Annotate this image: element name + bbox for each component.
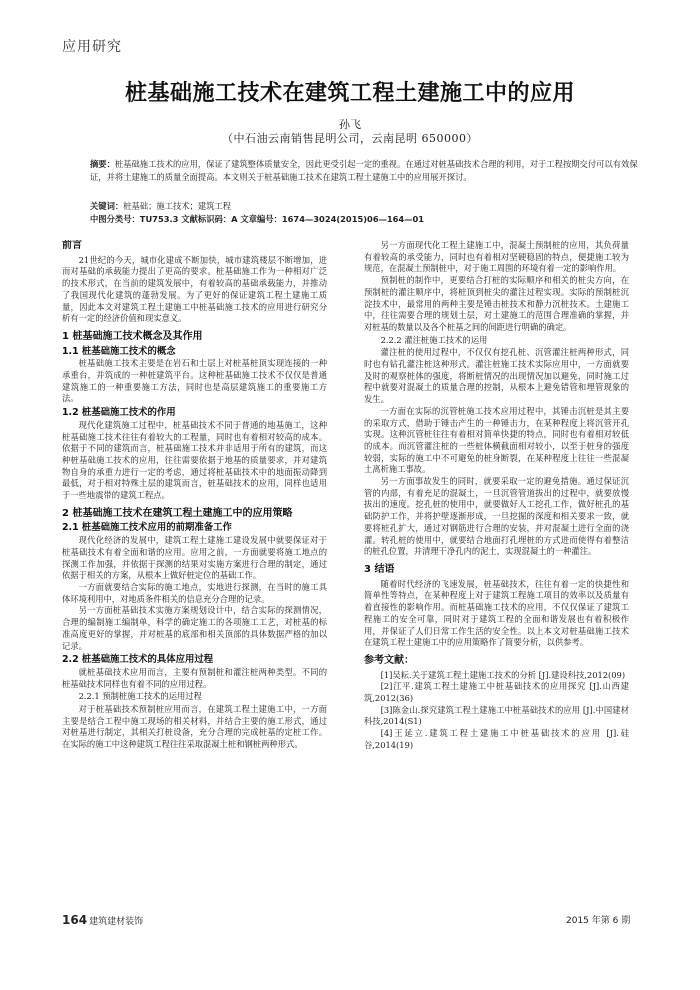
heading-2-2-1: 2.2.1 预制桩施工技术的运用过程 (78, 691, 202, 702)
heading-2-1: 2.1 桩基础施工技术应用的前期准备工作 (62, 522, 232, 534)
author-affiliation: （中石油云南销售昆明公司，云南昆明 650000） (222, 132, 478, 145)
heading-2-2-2: 2.2.2 灌注桩施工技术的运用 (380, 334, 488, 345)
heading-section-2: 2 桩基础施工技术在建筑工程土建施工中的应用策略 (62, 507, 293, 519)
paragraph-2-2: 就桩基础技术应用而言，主要有预制桩和灌注桩两种类型。不同的桩基础技术同样也有着不同的应用过程。 (62, 666, 327, 689)
right-column (364, 240, 629, 872)
heading-section-1: 1 桩基础施工技术概念及其作用 (62, 330, 203, 342)
paragraph-2-1c: 另一方面桩基础技术实施方案规划设计中，结合实际的探测情况，合理的编制施工编制单，科学的确定施工的各项施工工艺，对桩基的标准高度更好的掌握，并对桩基的底部和相关顶部的具体数据严格的加以记录。 (62, 605, 327, 651)
section-label: 应用研究 (62, 39, 122, 55)
classification-text: 中图分类号：TU753.3 文献标识码：A 文章编号：1674—3024(2015)06—164—01 (90, 214, 425, 224)
paragraph-2-2-2c: 另一方面事故发生的同时，就要采取一定的避免措施。通过保证沉管的内部，有着充足的混凝土，一旦沉管管道拔出的过程中，就要放慢拔出的速度。挖孔桩的使用中，就要做好人工挖孔工作，做好桩孔的基础防护工作，并将护壁逐渐形成，一旦挖掘的深度和相关要求一致，就要将桩孔扩大，通过对钢筋进行合理的安装，并对混凝土进行全面的浇灌。转孔桩的使用中，就要结合地面打孔埋桩的方式进而使得有着整洁的桩孔位置，并清理干净孔内的泥土，实现混凝土的一种灌注。 (364, 476, 629, 557)
paragraph-2-2-1b: 另一方面现代化工程土建施工中，混凝土预制桩的应用，其负荷量有着较高的承受能力，同时也有着相对坚硬稳固的特点，便捷施工较为规范，在混凝土预制桩中，对于施工周围的环境有着一定的影响作用。 (364, 240, 629, 274)
keywords-label: 关键词： (90, 201, 124, 211)
heading-intro: 前言 (62, 240, 82, 251)
classification-line (90, 213, 642, 226)
abstract (90, 158, 642, 183)
keywords-text: 桩基础；施工技术；建筑工程 (123, 201, 232, 211)
paragraph-conclusion: 随着时代经济的飞速发展，桩基础技术，往往有着一定的快捷性和简单性等特点，在某种程度上对于建筑工程施工项目的效率以及质量有着直接性的影响作用。而桩基础施工技术的应用，不仅仅保证了建筑工程施工的安全可靠，同时对于建筑工程的全面和谐发展也有着积极作用，并保证了人们日常工作生活的安全性。以上本文对桩基础施工技术在建筑工程土建施工中的应用策略作了简要分析，以供参考。 (364, 578, 629, 648)
abstract-label: 摘要： (90, 159, 115, 169)
journal-name: 建筑建材装饰 (89, 917, 144, 927)
paragraph-2-2-2a: 灌注桩的使用过程中，不仅仅有挖孔桩、沉管灌注桩两种形式，同时也有钻孔灌注桩这种形式。灌注桩施工技术实际应用中，一方面就要及时的观察桩体的强度，将断桩情况的出现情况加以避免，同时施工过程中就要对混凝土的质量合理的控制，从根本上避免错管和埋管现象的发生。 (364, 347, 629, 405)
reference-item: [2]江平.建筑工程土建施工中桩基础技术的应用探究 [J].山西建筑,2012(36) (364, 681, 629, 704)
paragraph-2-1b: 一方面就要结合实际的施工地点，实地进行探测，在当时的施工具体环境利用中，对地质条件相关的信息充分合理的记录。 (62, 581, 327, 604)
heading-references: 参考文献： (364, 654, 414, 666)
paragraph-2-1a: 现代化经济的发展中，建筑工程土建施工建设发展中就要保证对于桩基础技术有着全面和谐的应用。应用之前，一方面就要将施工地点的探测工作加强，并依据于探测的结果对实施方案进行合理的制定，通过依据于相关的方案，从根本上做好桩定位的基础工作。 (62, 535, 327, 581)
heading-section-3: 3 结语 (364, 563, 395, 575)
reference-item: [3]陈金山.探究建筑工程土建施工中桩基础技术的应用 [J].中国建材科技,2014(S1) (364, 704, 629, 727)
heading-2-2: 2.2 桩基础施工技术的具体应用过程 (62, 654, 214, 666)
paragraph-1-2: 现代化建筑施工过程中，桩基础技术不同于普通的地基施工，这种桩基础施工技术往往有着较大的工程量，同时也有着相对较高的成本。依据于不同的建筑而言，桩基础施工技术并非适用于所有的建筑，而这种桩基础施工技术的应用，往往需要依据于地基的质量要求，并对建筑物自身的承重力进行一定的考虑，通过将桩基础技术中的地面振动降到最低，对于相对特殊土层的建筑而言，桩基础技术的应用，同样也适用于一些地震带的建筑工程点。 (62, 419, 327, 501)
reference-item: [4]王延立.建筑工程土建施工中桩基础技术的应用 [J].硅谷,2014(19) (364, 728, 629, 750)
keywords (90, 200, 642, 213)
heading-1-1: 1.1 桩基础施工技术的概念 (62, 345, 176, 357)
footer-issue: 2015 年第 6 期 (566, 916, 631, 926)
reference-list (364, 670, 629, 752)
footer-journal (62, 913, 143, 927)
paragraph-2-2-1: 对于桩基础技术预制桩应用而言，在建筑工程土建施工中，一方面主要是结合工程中施工现场的相关材料，并结合主要的施工形式，通过对桩基进行制定，其相关打桩设备，充分合理的完成桩基的定桩工作。在实际的施工中这种建筑工程往往采取混凝土桩和钢桩两种形式。 (62, 704, 327, 750)
left-column (62, 240, 327, 872)
page-number: 164 (62, 913, 88, 927)
paragraph-1-1: 桩基础施工技术主要是在岩石和土层上对桩基桩顶实现连接的一种承重台，并筑成的一种桩建筑平台。这种桩基础施工技术不仅仅是普通建筑施工的一种重要施工方法，同时也是高层建筑施工的重要施工方法。 (62, 358, 327, 404)
heading-1-2: 1.2 桩基础施工技术的作用 (62, 407, 176, 419)
article-title: 桩基础施工技术在建筑工程土建施工中的应用 (124, 80, 575, 106)
reference-item: [1]吴耘.关于建筑工程土建施工技术的分析 [J].建设科技,2012(09) (380, 669, 626, 680)
paragraph-intro: 21世纪的今天，城市化建成不断加快，城市建筑楼层不断增加，进而对基础的承载能力提出了更高的要求。桩基础施工作为一种相对广泛的技术形式，在当前的建筑发展中，有着较高的基础承载能力，并推动了我国现代化建筑的蓬勃发展。为了更好的保证建筑工程土建施工质量，因此本文对建筑工程土建施工中桩基础施工技术的应用进行研究分析有一定的经济价值和现实意义。 (62, 254, 327, 324)
paragraph-2-2-1c: 预制桩的制作中，更要结合打桩的实际顺序和相关的桩尖方向，在预制桩的灌注顺序中，将桩顶到桩尖的灌注过程实现。实际的预制桩沉淀技术中，最常用的两种主要是锤击桩技术和静力沉桩技术。土建施工中，往往需要合理的规划土层，对土建施工的范围合理准确的掌握，并对桩基的数量以及各个桩基之间的间距进行明确的确定。 (364, 275, 629, 332)
author-name: 孙飞 (339, 118, 361, 131)
abstract-text: 桩基础施工技术的应用，保证了建筑整体质量安全，因此更受引起一定的重视。在通过对桩基础技术合理的利用，对于工程按期交付可以有效保证，并将土建施工的质量全面提高。本文则关于桩基础施工技术在建筑工程土建施工中的应用展开探讨。 (90, 159, 638, 182)
paragraph-2-2-2b: 一方面在实际的沉管桩施工技术应用过程中，其锤击沉桩是其主要的采取方式，借助于锤击产生的一种锤击力，在某种程度上将沉管开孔实现。这种沉管桩往往有着相对简单快捷的特点，同时也有着相对较低的成本。而沉管灌注桩的一些桩体横截面相对较小，以至于桩身的强度较弱，实际的施工中不可避免的桩身断裂，在某种程度上往往一些混凝土离析施工事故。 (364, 405, 629, 475)
